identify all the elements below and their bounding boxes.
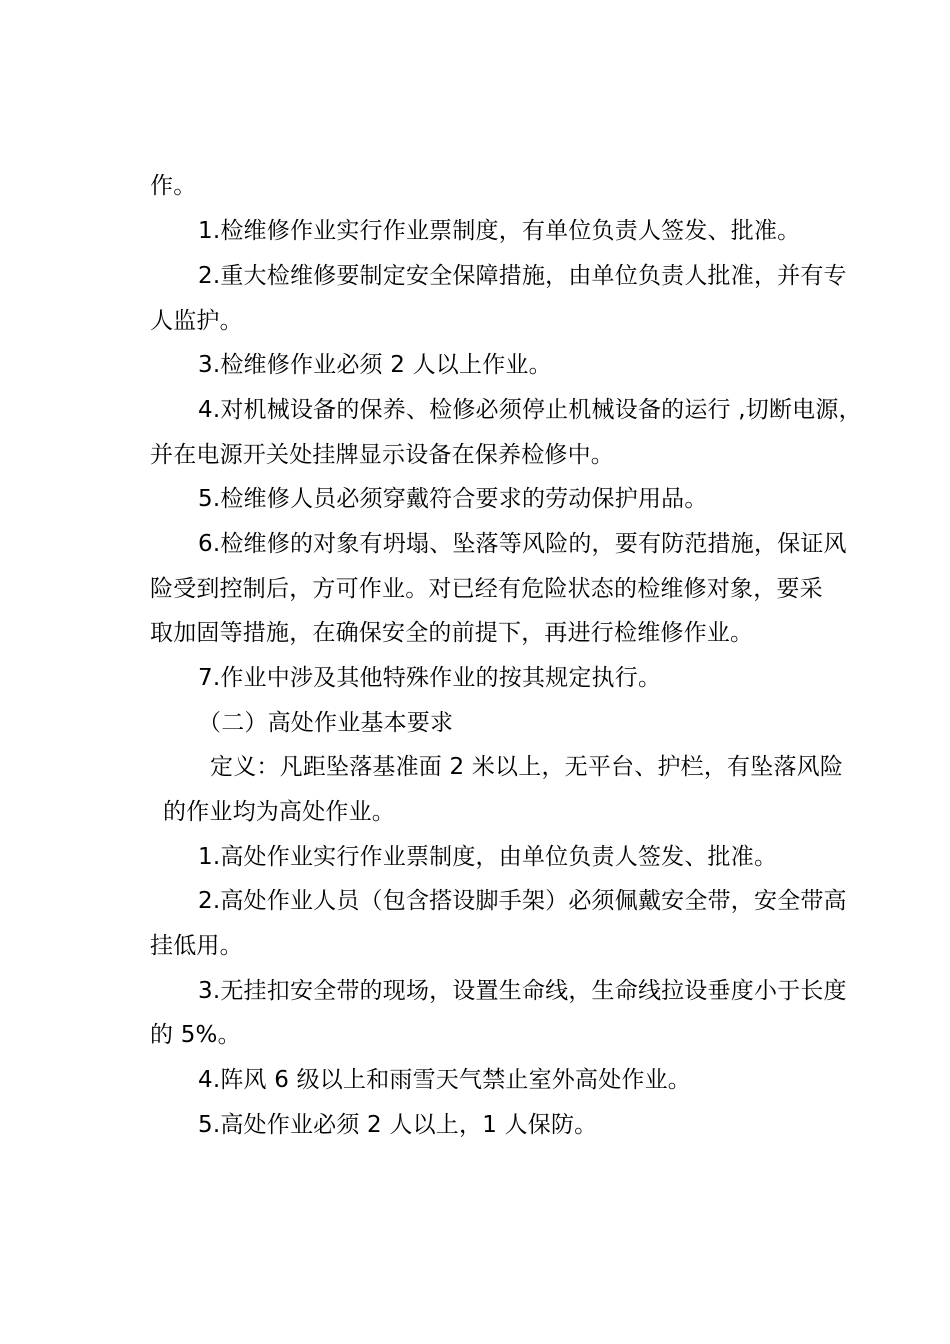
text-line: 3.检维修作业必须 2 人以上作业。 (198, 352, 552, 378)
text-line: 5.检维修人员必须穿戴符合要求的劳动保护用品。 (198, 486, 708, 512)
section-heading: （二）高处作业基本要求 (198, 710, 454, 736)
text-line: 1.检维修作业实行作业票制度，有单位负责人签发、批准。 (198, 218, 801, 244)
text-line: 2.高处作业人员（包含搭设脚手架）必须佩戴安全带，安全带高 (198, 888, 847, 914)
text-line: 4.对机械设备的保养、检修必须停止机械设备的运行 ,切断电源， (198, 397, 862, 423)
text-line: 险受到控制后，方可作业。对已经有危险状态的检维修对象，要采 (150, 576, 823, 602)
text-line: 取加固等措施，在确保安全的前提下，再进行检维修作业。 (150, 620, 754, 646)
text-line: 6.检维修的对象有坍塌、坠落等风险的，要有防范措施，保证风 (198, 531, 847, 557)
text-line: 挂低用。 (150, 933, 243, 959)
text-line: 1.高处作业实行作业票制度，由单位负责人签发、批准。 (198, 844, 778, 870)
text-line: 2.重大检维修要制定安全保障措施，由单位负责人批准，并有专 (198, 263, 847, 289)
text-line: 作。 (150, 173, 197, 199)
text-line: 人监护。 (150, 308, 243, 334)
text-line: 3.无挂扣安全带的现场，设置生命线，生命线拉设垂度小于长度 (198, 978, 847, 1004)
text-line: 并在电源开关处挂牌显示设备在保养检修中。 (150, 442, 614, 468)
text-line: 4.阵风 6 级以上和雨雪天气禁止室外高处作业。 (198, 1067, 691, 1093)
definition-line: 的作业均为高处作业。 (163, 799, 395, 825)
text-line: 7.作业中涉及其他特殊作业的按其规定执行。 (198, 665, 662, 691)
text-line: 的 5%。 (150, 1022, 241, 1048)
definition-line: 定义：凡距坠落基准面 2 米以上，无平台、护栏，有坠落风险 (210, 754, 844, 780)
text-line: 5.高处作业必须 2 人以上，1 人保防。 (198, 1112, 598, 1138)
